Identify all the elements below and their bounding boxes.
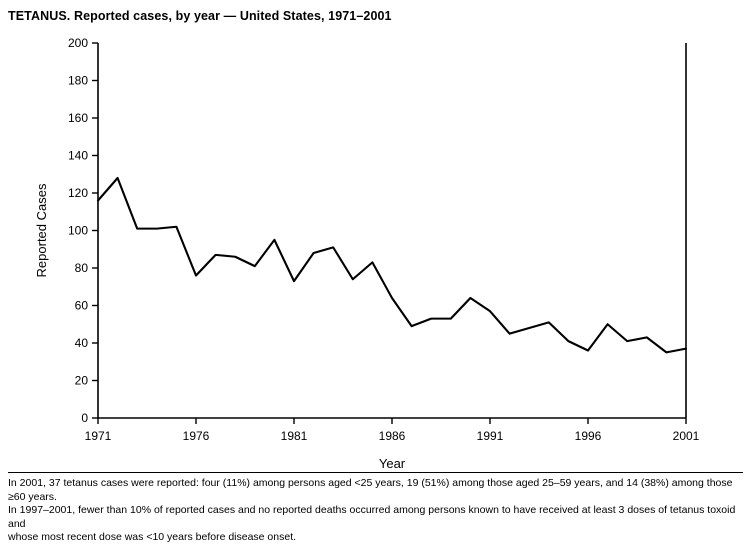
y-tick-label: 0 [81,411,88,425]
y-tick-label: 140 [67,148,88,163]
y-tick-label: 180 [67,73,88,88]
x-tick-label: 2001 [672,429,700,443]
y-tick-label: 200 [67,36,88,50]
y-tick-label: 20 [74,373,88,388]
chart-container [0,28,755,471]
x-tick-label: 1976 [182,429,210,443]
x-tick-label: 1986 [378,429,406,443]
x-axis-label: Year [378,456,406,471]
footnote-block [8,472,743,545]
x-tick-label: 1996 [574,429,602,443]
y-tick-label: 160 [67,111,88,125]
tetanus-line-chart [0,28,755,471]
x-tick-label: 1981 [280,429,308,443]
y-tick-label: 60 [74,298,88,313]
y-tick-label: 40 [74,336,88,350]
y-tick-label: 120 [67,186,88,200]
x-tick-label: 1991 [476,429,504,443]
y-axis-label: Reported Cases [34,183,49,278]
footnote-line-3: whose most recent dose was <10 years before disease onset. [8,531,297,543]
data-series-line [98,178,686,352]
footnote-line-1: In 2001, 37 tetanus cases were reported: four (11%) among persons aged <25 years, 19 (51%) among those aged 25–59 years, and 14 (38%) among those ≥60 years. [8,477,733,503]
footnote-line-2: In 1997–2001, fewer than 10% of reported cases and no reported deaths occurred among persons known to have received at least 3 doses of tetanus toxoid and [8,504,736,530]
page-title: TETANUS. Reported cases, by year — United States, 1971–2001 [8,9,392,23]
y-tick-label: 100 [67,223,88,238]
y-tick-label: 80 [74,261,88,275]
footnote-divider [8,472,743,473]
x-tick-label: 1971 [84,429,112,443]
